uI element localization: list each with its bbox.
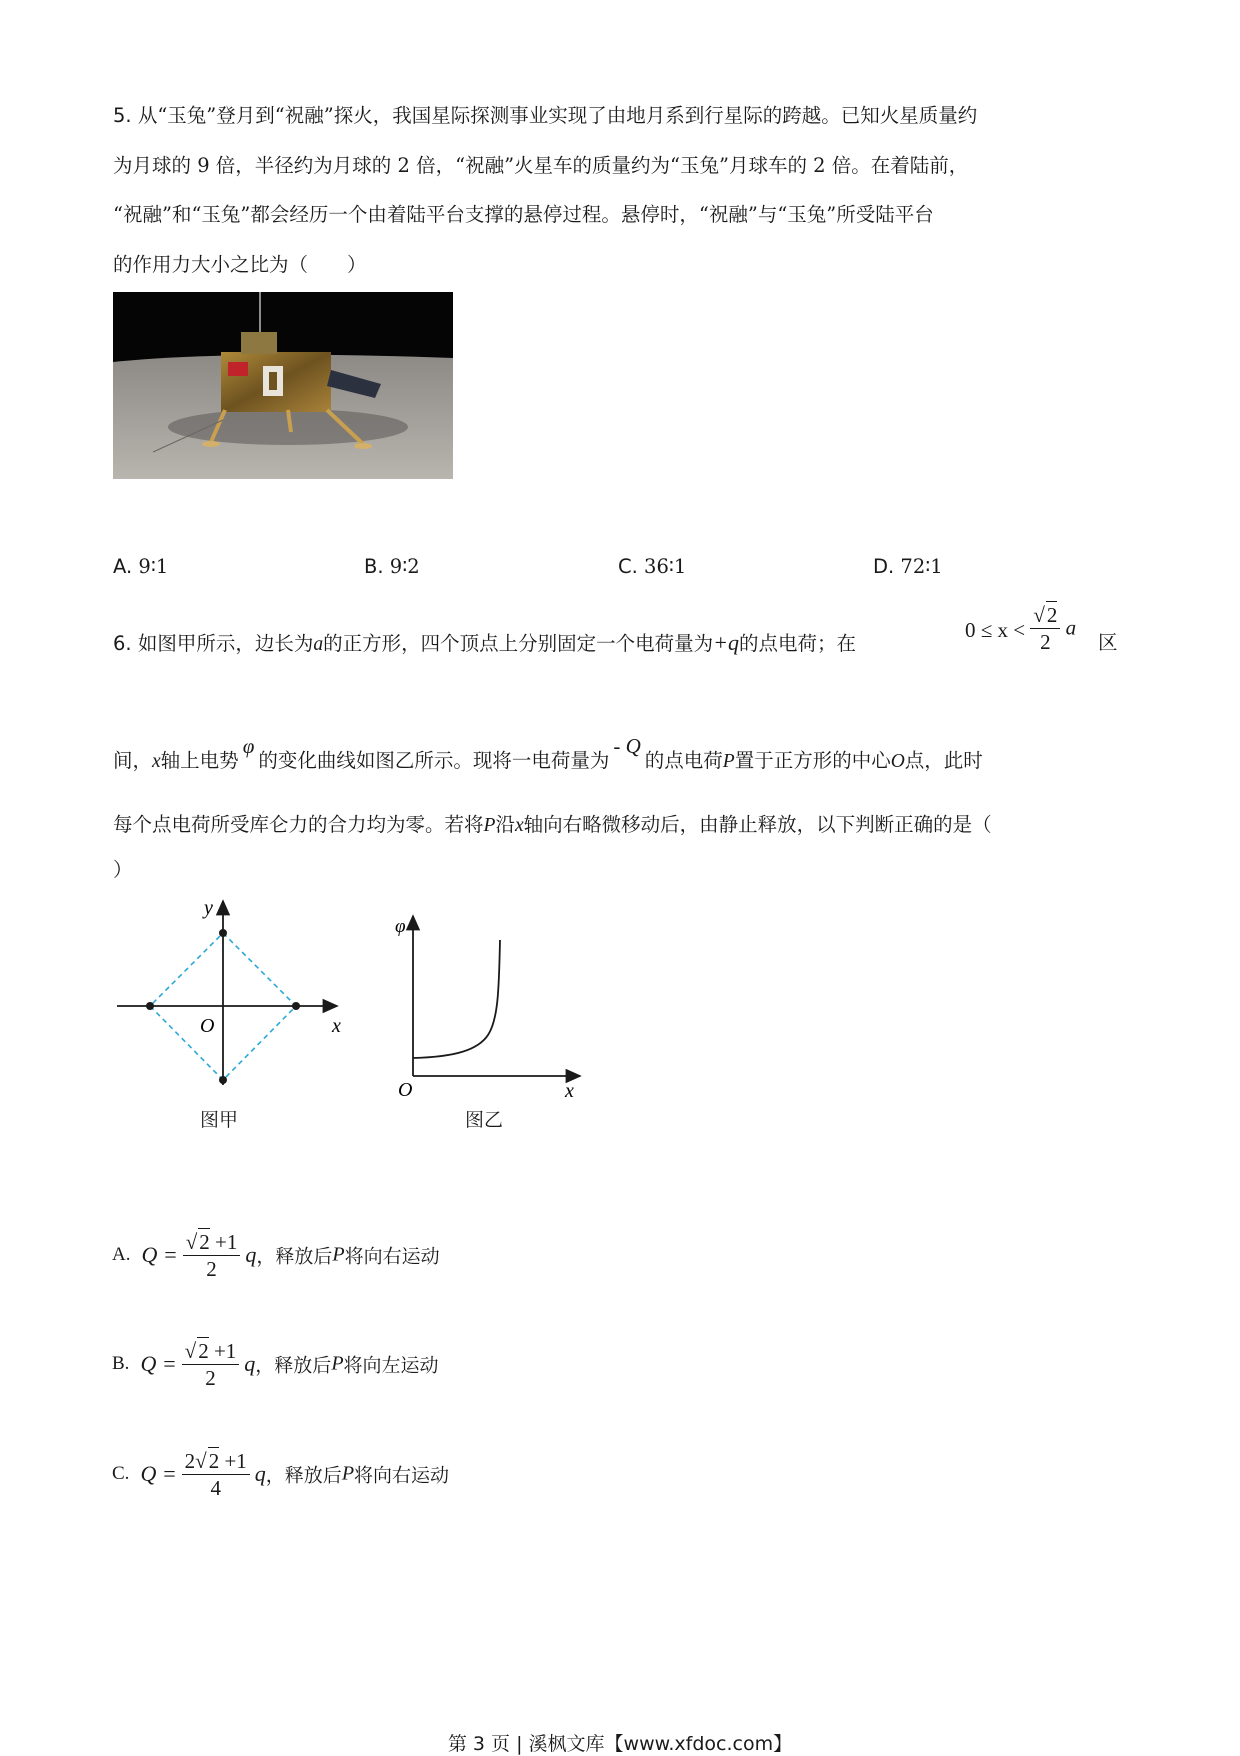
fig2-origin: O — [398, 1079, 413, 1100]
figure-square-charges — [112, 895, 352, 1095]
q6-line-1-end: 区 — [1098, 631, 1118, 654]
potential-curve — [413, 940, 500, 1058]
q5-line-1: 5. 从“玉兔”登月到“祝融”探火，我国星际探测事业实现了由地月系到行星际的跨越。已知火星质量约 — [113, 104, 978, 127]
q6-line-4: ） — [113, 858, 133, 881]
fig2-caption: 图乙 — [465, 1109, 504, 1131]
charge-bottom — [219, 1076, 227, 1084]
q5-option-b[interactable]: B. 9∶2 — [364, 555, 420, 578]
lunar-lander-photo — [113, 292, 453, 479]
q6-line-2: 间，x轴上电势φ的变化曲线如图乙所示。现将一电荷量为- Q的点电荷P置于正方形的中心O点，此时 — [113, 734, 983, 772]
fig1-caption: 图甲 — [200, 1109, 239, 1131]
q5-line-2: 为月球的 9 倍，半径约为月球的 2 倍，“祝融”火星车的质量约为“玉兔”月球车的 2 倍。在着陆前， — [113, 154, 969, 177]
q6-option-c[interactable]: C. Q = $\frac{2√2 +1}{4}$ q，释放后P将向右运动 — [112, 1449, 450, 1500]
q5-number: 5. — [113, 104, 132, 127]
q5-option-a[interactable]: A. 9∶1 — [113, 555, 169, 578]
q6-option-b[interactable]: B. Q = $\frac{√2 +1}{2}$ q，释放后P将向左运动 — [112, 1339, 439, 1390]
charge-top — [219, 929, 227, 937]
q5-option-d[interactable]: D. 72∶1 — [873, 555, 943, 578]
fig1-x-label: x — [332, 1015, 341, 1037]
figure-potential-curve — [380, 910, 590, 1100]
fig1-origin: O — [200, 1015, 215, 1037]
fig2-phi-label: φ — [395, 916, 406, 937]
fig1-y-label: y — [204, 897, 213, 919]
q6-number: 6. — [113, 632, 132, 655]
q5-line-3: “祝融”和“玉兔”都会经历一个由着陆平台支撑的悬停过程。悬停时，“祝融”与“玉兔”所受陆平台 — [113, 203, 934, 226]
q6-line-1: 6. 如图甲所示，边长为a的正方形，四个顶点上分别固定一个电荷量为+q的点电荷；在 — [113, 630, 856, 655]
charge-right — [292, 1002, 300, 1010]
fig2-x-label: x — [565, 1080, 574, 1100]
q6-option-a[interactable]: A. Q = $\frac{√2 +1}{2}$ q，释放后P将向右运动 — [112, 1230, 440, 1281]
q6-inequality: 0 ≤ x < $\frac{√2}{2}$ a — [965, 603, 1077, 654]
q6-line-3: 每个点电荷所受库仑力的合力均为零。若将P沿x轴向右略微移动后，由静止释放，以下判断正确的是（ — [113, 813, 992, 836]
page-footer: 第 3 页 | 溪枫文库【www.xfdoc.com】 — [447, 1733, 793, 1755]
charge-left — [146, 1002, 154, 1010]
q5-option-c[interactable]: C. 36∶1 — [618, 555, 687, 578]
q5-line-4: 的作用力大小之比为（ ） — [113, 253, 367, 276]
